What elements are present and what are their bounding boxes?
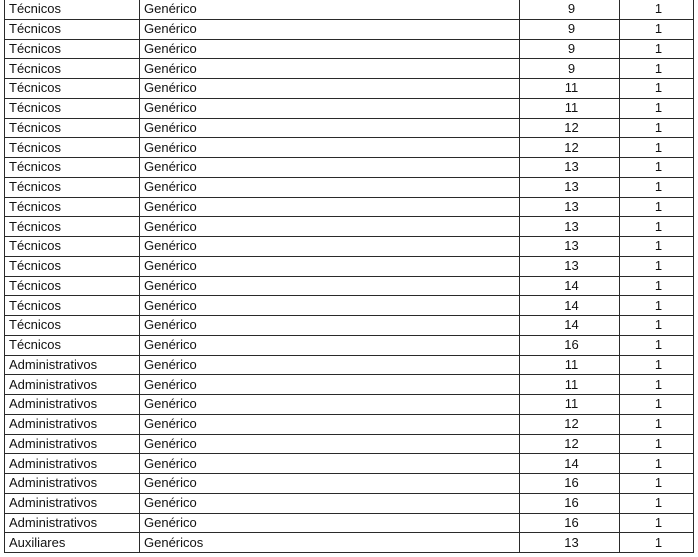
- table-row: [5, 217, 694, 237]
- cell-type: Genérico: [140, 414, 520, 434]
- table-row: [5, 493, 694, 513]
- table-row: [5, 276, 694, 296]
- cell-type: Genérico: [140, 454, 520, 474]
- table-row: [5, 79, 694, 99]
- cell-count: 1: [620, 513, 694, 533]
- cell-level: 12: [520, 138, 620, 158]
- table-row: [5, 375, 694, 395]
- cell-level: 9: [520, 0, 620, 19]
- table-row: [5, 118, 694, 138]
- cell-category: Técnicos: [5, 197, 140, 217]
- cell-type: Genérico: [140, 59, 520, 79]
- cell-level: 13: [520, 158, 620, 178]
- cell-category: Técnicos: [5, 79, 140, 99]
- cell-type: Genérico: [140, 158, 520, 178]
- table-row: [5, 414, 694, 434]
- cell-count: 1: [620, 375, 694, 395]
- cell-level: 14: [520, 296, 620, 316]
- table-row: [5, 197, 694, 217]
- cell-level: 9: [520, 39, 620, 59]
- cell-count: 1: [620, 454, 694, 474]
- cell-count: 1: [620, 0, 694, 19]
- cell-level: 11: [520, 355, 620, 375]
- cell-level: 16: [520, 335, 620, 355]
- cell-category: Técnicos: [5, 158, 140, 178]
- cell-count: 1: [620, 59, 694, 79]
- cell-type: Genérico: [140, 513, 520, 533]
- cell-category: Administrativos: [5, 434, 140, 454]
- cell-category: Técnicos: [5, 335, 140, 355]
- cell-level: 12: [520, 434, 620, 454]
- cell-category: Técnicos: [5, 256, 140, 276]
- table-row: [5, 335, 694, 355]
- table-row: [5, 158, 694, 178]
- cell-category: Administrativos: [5, 355, 140, 375]
- cell-count: 1: [620, 256, 694, 276]
- cell-level: 13: [520, 217, 620, 237]
- cell-level: 11: [520, 79, 620, 99]
- table-row: [5, 98, 694, 118]
- cell-count: 1: [620, 276, 694, 296]
- cell-count: 1: [620, 158, 694, 178]
- cell-count: 1: [620, 39, 694, 59]
- cell-category: Técnicos: [5, 177, 140, 197]
- cell-count: 1: [620, 237, 694, 257]
- cell-type: Genérico: [140, 375, 520, 395]
- cell-category: Administrativos: [5, 414, 140, 434]
- cell-category: Auxiliares: [5, 533, 140, 553]
- cell-level: 16: [520, 513, 620, 533]
- cell-level: 12: [520, 414, 620, 434]
- cell-type: Genérico: [140, 217, 520, 237]
- cell-count: 1: [620, 98, 694, 118]
- table-row: [5, 434, 694, 454]
- table-body: [5, 0, 694, 553]
- cell-level: 9: [520, 19, 620, 39]
- cell-level: 13: [520, 237, 620, 257]
- cell-type: Genérico: [140, 474, 520, 494]
- cell-level: 11: [520, 375, 620, 395]
- cell-type: Genérico: [140, 237, 520, 257]
- cell-count: 1: [620, 217, 694, 237]
- table-row: [5, 454, 694, 474]
- cell-type: Genérico: [140, 316, 520, 336]
- cell-category: Administrativos: [5, 493, 140, 513]
- cell-count: 1: [620, 177, 694, 197]
- cell-level: 14: [520, 454, 620, 474]
- cell-count: 1: [620, 197, 694, 217]
- document-page: [4, 0, 693, 555]
- cell-level: 11: [520, 98, 620, 118]
- cell-category: Técnicos: [5, 39, 140, 59]
- table-row: [5, 19, 694, 39]
- cell-type: Genérico: [140, 276, 520, 296]
- table-row: [5, 39, 694, 59]
- cell-count: 1: [620, 493, 694, 513]
- cell-count: 1: [620, 118, 694, 138]
- cell-level: 11: [520, 395, 620, 415]
- cell-count: 1: [620, 296, 694, 316]
- table-row: [5, 533, 694, 553]
- cell-category: Técnicos: [5, 296, 140, 316]
- cell-type: Genérico: [140, 197, 520, 217]
- cell-type: Genérico: [140, 118, 520, 138]
- cell-level: 13: [520, 177, 620, 197]
- cell-category: Administrativos: [5, 375, 140, 395]
- cell-category: Administrativos: [5, 395, 140, 415]
- cell-count: 1: [620, 19, 694, 39]
- table-row: [5, 474, 694, 494]
- cell-category: Administrativos: [5, 474, 140, 494]
- cell-level: 14: [520, 316, 620, 336]
- cell-type: Genérico: [140, 493, 520, 513]
- cell-type: Genérico: [140, 256, 520, 276]
- cell-type: Genérico: [140, 138, 520, 158]
- table-row: [5, 395, 694, 415]
- table-row: [5, 316, 694, 336]
- cell-category: Administrativos: [5, 454, 140, 474]
- cell-type: Genérico: [140, 177, 520, 197]
- cell-count: 1: [620, 316, 694, 336]
- cell-count: 1: [620, 474, 694, 494]
- cell-level: 13: [520, 533, 620, 553]
- cell-category: Técnicos: [5, 237, 140, 257]
- table-row: [5, 138, 694, 158]
- cell-count: 1: [620, 533, 694, 553]
- cell-category: Técnicos: [5, 138, 140, 158]
- cell-type: Genérico: [140, 296, 520, 316]
- table-row: [5, 355, 694, 375]
- table-row: [5, 237, 694, 257]
- cell-type: Genérico: [140, 434, 520, 454]
- cell-category: Técnicos: [5, 59, 140, 79]
- cell-category: Técnicos: [5, 0, 140, 19]
- table-row: [5, 0, 694, 19]
- cell-type: Genérico: [140, 0, 520, 19]
- cell-type: Genéricos: [140, 533, 520, 553]
- cell-type: Genérico: [140, 19, 520, 39]
- cell-category: Técnicos: [5, 19, 140, 39]
- cell-level: 13: [520, 256, 620, 276]
- cell-count: 1: [620, 138, 694, 158]
- cell-type: Genérico: [140, 79, 520, 99]
- table-row: [5, 296, 694, 316]
- cell-category: Administrativos: [5, 513, 140, 533]
- cell-category: Técnicos: [5, 276, 140, 296]
- cell-level: 14: [520, 276, 620, 296]
- cell-level: 12: [520, 118, 620, 138]
- cell-level: 16: [520, 493, 620, 513]
- cell-category: Técnicos: [5, 316, 140, 336]
- cell-count: 1: [620, 79, 694, 99]
- cell-level: 9: [520, 59, 620, 79]
- cell-count: 1: [620, 395, 694, 415]
- cell-type: Genérico: [140, 335, 520, 355]
- cell-level: 13: [520, 197, 620, 217]
- cell-type: Genérico: [140, 39, 520, 59]
- cell-category: Técnicos: [5, 118, 140, 138]
- cell-type: Genérico: [140, 98, 520, 118]
- cell-category: Técnicos: [5, 217, 140, 237]
- cell-category: Técnicos: [5, 98, 140, 118]
- cell-count: 1: [620, 414, 694, 434]
- table-row: [5, 59, 694, 79]
- positions-table: [4, 0, 694, 553]
- cell-count: 1: [620, 355, 694, 375]
- table-row: [5, 177, 694, 197]
- cell-type: Genérico: [140, 355, 520, 375]
- cell-type: Genérico: [140, 395, 520, 415]
- cell-count: 1: [620, 434, 694, 454]
- cell-count: 1: [620, 335, 694, 355]
- cell-level: 16: [520, 474, 620, 494]
- table-row: [5, 256, 694, 276]
- table-row: [5, 513, 694, 533]
